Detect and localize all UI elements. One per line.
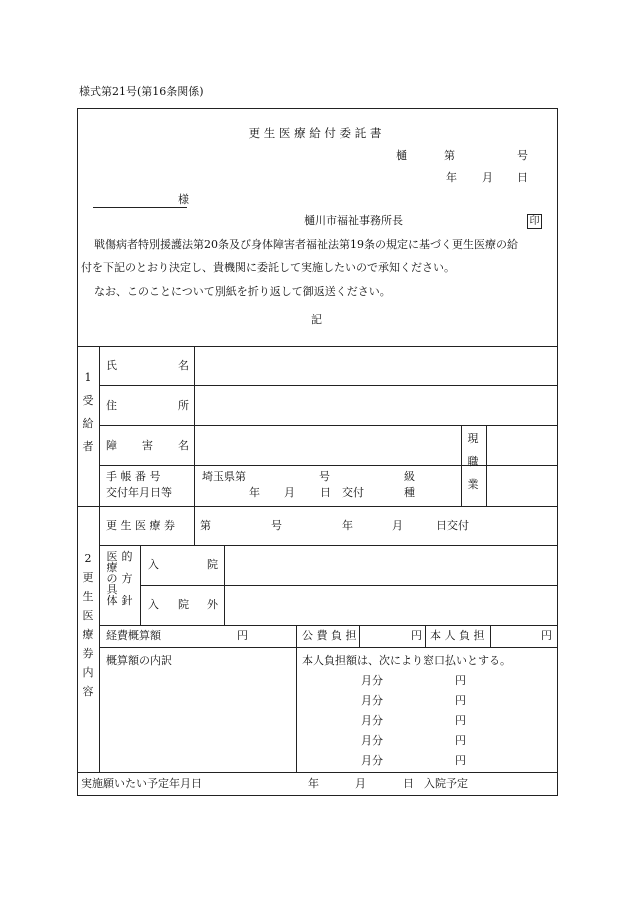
sec1-top-line [77, 346, 558, 347]
month-4: 月分 [361, 734, 383, 747]
yen-3: 円 [455, 714, 466, 727]
ticket-dai: 第 [200, 519, 211, 532]
yen-4: 円 [455, 734, 466, 747]
body-line-3: なお、このことについて別紙を折り返して御返送ください。 [94, 285, 391, 298]
techo-go: 号 [319, 470, 330, 483]
outpatient-label-3: 外 [207, 598, 218, 611]
outpatient-label-1: 入 [148, 598, 159, 611]
outpatient-label-2: 院 [178, 598, 189, 611]
ticket-go: 号 [271, 519, 282, 532]
frame-right [557, 108, 558, 796]
name-label-1: 氏 [106, 359, 117, 372]
date-month: 月 [482, 171, 493, 184]
techo-label-1: 手 帳 番 号 [106, 470, 161, 483]
techo-issued: 交付 [342, 486, 364, 499]
issuer-name: 樋川市福祉事務所長 [304, 214, 403, 227]
ticket-month: 月 [392, 519, 403, 532]
techo-year: 年 [249, 486, 260, 499]
frame-top [77, 108, 558, 109]
address-label-1: 住 [106, 399, 117, 412]
yen-5: 円 [455, 754, 466, 767]
footer-day: 日 [403, 777, 414, 790]
body-line-1: 戦傷病者特別援護法第20条及び身体障害者福祉法第19条の規定に基づく更生医療の給 [94, 238, 518, 251]
disability-label-1: 障 [106, 439, 117, 452]
sec1-side-divider [99, 346, 100, 506]
policy-label-col1: 医 療 の 具 体 [106, 550, 118, 607]
techo-label-2: 交付年月日等 [106, 486, 172, 499]
inpatient-label-2: 院 [207, 558, 218, 571]
sec2-top-line [77, 506, 558, 507]
occupation-label: 現 職 業 [467, 432, 479, 491]
breakdown-label: 概算額の内訳 [106, 654, 172, 667]
disability-label-2: 害 [142, 439, 153, 452]
sec1-label-divider [194, 346, 195, 506]
techo-month: 月 [284, 486, 295, 499]
footer-month: 月 [355, 777, 366, 790]
techo-kind: 種 [404, 486, 415, 499]
cost-yen: 円 [237, 629, 248, 642]
self-yen: 円 [541, 629, 552, 642]
techo-pref: 埼玉県第 [202, 470, 246, 483]
body-line-2: 付を下記のとおり決定し、貴機関に委託して実施したいので承知ください。 [81, 261, 455, 274]
ticket-label: 更 生 医 療 券 [106, 519, 175, 532]
name-label-2: 名 [178, 359, 189, 372]
self-payment-note: 本人負担額は、次により窓口払いとする。 [302, 654, 511, 667]
number-go: 号 [517, 149, 528, 162]
month-5: 月分 [361, 754, 383, 767]
policy-label-col2: 的 方 針 [121, 550, 133, 607]
yen-1: 円 [455, 674, 466, 687]
seal-mark: 印 [527, 214, 542, 229]
footer-hospital: 入院予定 [424, 777, 468, 790]
ticket-year: 年 [342, 519, 353, 532]
public-label: 公 費 負 担 [302, 629, 357, 642]
footer-top-line [77, 772, 558, 773]
date-day: 日 [517, 171, 528, 184]
self-label: 本 人 負 担 [430, 629, 485, 642]
public-yen: 円 [411, 629, 422, 642]
recipient-suffix: 様 [178, 193, 189, 206]
recipient-underline [93, 207, 187, 208]
techo-grade: 級 [404, 470, 415, 483]
ki-heading: 記 [311, 313, 322, 326]
document-title: 更 生 医 療 給 付 委 託 書 [248, 126, 382, 140]
techo-day: 日 [320, 486, 331, 499]
number-dai: 第 [444, 149, 455, 162]
month-1: 月分 [361, 674, 383, 687]
footer-label: 実施願いたい予定年月日 [81, 777, 202, 790]
ticket-issued: 日交付 [436, 519, 469, 532]
frame-left [77, 108, 78, 796]
sec1-side-label: 1 受 給 者 [82, 371, 94, 453]
frame-bottom [77, 795, 558, 796]
footer-year: 年 [308, 777, 319, 790]
address-label-2: 所 [178, 399, 189, 412]
form-number: 様式第21号(第16条関係) [79, 85, 204, 98]
inpatient-label-1: 入 [148, 558, 159, 571]
sec2-side-label: 2 更 生 医 療 券 内 容 [82, 552, 94, 698]
cost-label: 経費概算額 [106, 629, 161, 642]
month-3: 月分 [361, 714, 383, 727]
month-2: 月分 [361, 694, 383, 707]
date-year: 年 [446, 171, 457, 184]
disability-label-3: 名 [178, 439, 189, 452]
number-prefix: 樋 [396, 149, 407, 162]
yen-2: 円 [455, 694, 466, 707]
